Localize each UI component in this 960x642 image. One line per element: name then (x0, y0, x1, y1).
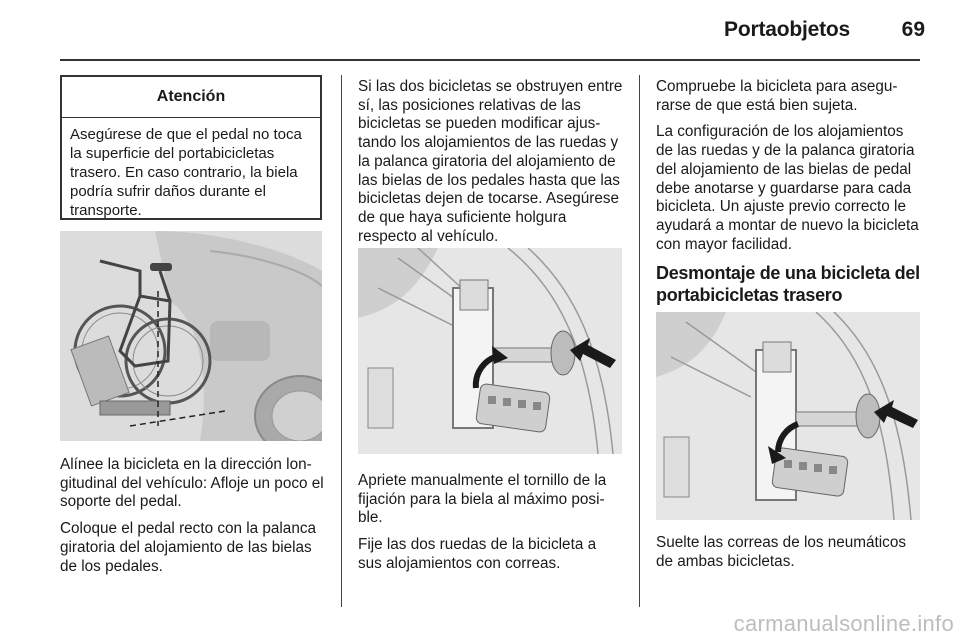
column-divider-left (341, 75, 342, 607)
page-number: 69 (901, 18, 925, 41)
column-divider-right (639, 75, 640, 607)
bike-carrier-illustration (60, 231, 322, 441)
figure-loosen-crank-screw (656, 312, 920, 520)
figure-tighten-crank-screw (358, 248, 622, 454)
col3-paragraph-1: Compruebe la bicicleta para asegurarse de que está bien sujeta. (656, 78, 898, 114)
col3-top-text (656, 78, 922, 262)
col1-paragraph-2: Coloque el pedal recto con la palanca giratoria del alojamiento de las bielas de los pedales. (60, 520, 316, 575)
figure-bike-carrier-side-view (60, 231, 322, 441)
col1-text (60, 456, 326, 584)
col1-paragraph-1: Alínee la bicicleta en la dirección longitudinal del vehículo: Afloje un poco el soporte del pedal. (60, 456, 324, 511)
attention-box (60, 75, 322, 220)
col2-top-text (358, 78, 624, 254)
attention-title: Atención (62, 77, 320, 118)
page-header-title: Portaobjetos (724, 18, 850, 41)
col3-paragraph-2: La configuración de los alojamientos de las ruedas y de la palanca giratoria del alojamiento de las bielas de pedal debe anotarse y guardarse para cada bicicleta. Un ajuste previo correcto le ayudará a montar de nuevo la bicicleta con mayor facilidad. (656, 123, 919, 253)
col3-paragraph-3: Suelte las correas de los neumáticos de ambas bicicletas. (656, 534, 906, 570)
header-rule (60, 59, 920, 61)
crank-release-illustration (656, 312, 920, 520)
col3-bottom-text (656, 534, 922, 579)
col2-paragraph-1: Si las dos bicicletas se obstruyen entre sí, las posiciones relativas de las bicicletas se pueden modificar ajustando los alojamientos de las ruedas y la palanca giratoria del alojamiento de las bielas de los pedales hasta que las bicicletas dejen de tocarse. Asegúrese de que haya suficiente holgura respecto al vehículo. (358, 78, 623, 245)
attention-text: Asegúrese de que el pedal no toca la superficie del portabicicletas trasero. En caso contrario, la biela podría sufrir daños durante el transporte. (70, 126, 302, 219)
watermark: carmanualsonline.info (733, 611, 954, 636)
col2-paragraph-3: Fije las dos ruedas de la bicicleta a sus alojamientos con correas. (358, 536, 597, 572)
section-title-removal: Desmontaje de una bicicleta del portabicicletas trasero (656, 263, 920, 305)
crank-fixation-illustration (358, 248, 622, 454)
col2-bottom-text (358, 472, 624, 582)
col2-paragraph-2: Apriete manualmente el tornillo de la fijación para la biela al máximo posible. (358, 472, 607, 527)
